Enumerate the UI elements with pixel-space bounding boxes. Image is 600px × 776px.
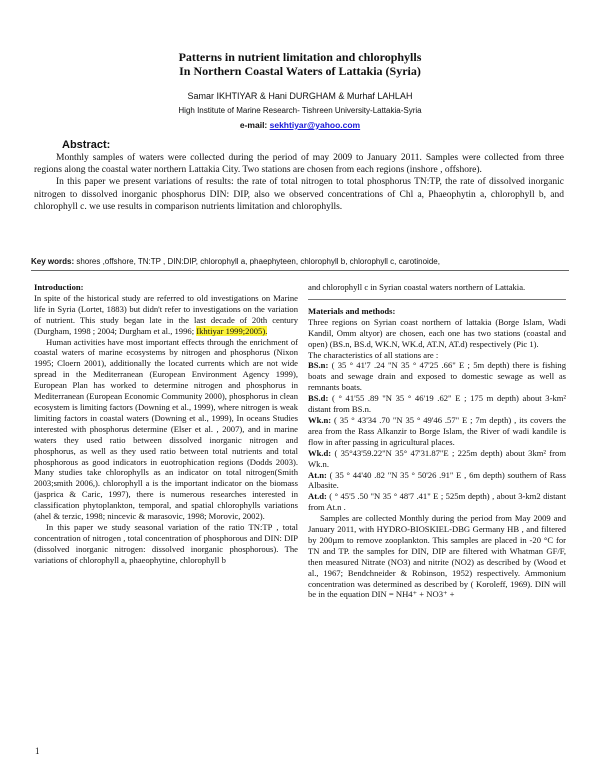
intro-p1-text: In spite of the historical study are referred to old investigations on Marine life in Syria (Lortet, 1883) but didn't refer to investigations on the variation of nutrient. This study began late in the last decade of 20th century (Durgham, 1998 ; 2004; Durgham et al., 1996;: [34, 292, 298, 336]
station-atn: [308, 470, 566, 492]
email-line: [0, 120, 600, 130]
title-line-1: Patterns in nutrient limitation and chlorophylls: [178, 50, 422, 64]
paper-title: [0, 50, 600, 78]
station-desc: ( ° 41'55 .89 "N 35 ° 46'19 .62" E ; 175 m depth) about 3-km² distant from BS.n.: [308, 393, 566, 415]
keywords: [31, 257, 571, 266]
intro-paragraph-3: In this paper we study seasonal variation of the ratio TN:TP , total concentration of nitrogen , total concentration of phosphorous and DIN: DIP (dissolved inorganic nitrogen: dissolved inorganic phosphorous). The variations of chlorophyll a, phaeophytine, chlorophyll b: [34, 521, 298, 565]
station-wkd: [308, 448, 566, 470]
station-desc: ( 35 ° 44'40 .82 "N 35 ° 50'26 .91" E , 6m depth) southern of Rass Albasite.: [308, 469, 566, 491]
introduction-heading: Introduction:: [34, 282, 84, 292]
methods-paragraph-1: Three regions on Syrian coast northern of lattakia (Borge Islam, Wadi Kandil, Omm altyor) are chosen, each one has two stations (coastal and open) (BS.n, BS.d, WK.N, WK.d, AT.N, AT.d) respectively (Pic 1).: [308, 316, 566, 349]
authors: Samar IKHTIYAR & Hani DURGHAM & Murhaf LAHLAH: [187, 91, 413, 101]
intro-paragraph-2: Human activities have most important effects through the enrichment of coastal waters of marine ecosystems by nitrogen and phosphorus (Nixon 1995; Cloern 2001), additionally the located currents which are not wide spread in the Mediterranean (European Environment Agency 1999), European Plan has worked to determine nitrogen and phosphorus in Mediterranean (European Economic Community 2000), phosphorus in clean ecosystem is limiting factors (Downing et al., 1999), where nitrogen is weak limiting factors in coastal waters (Downing et al., 1999), In oceans Studies interested with phosphorus determine (Elser et al. , 2007), and in marine waters they used ratio between dissolved inorganic nitrogen and phosphorus, as well as they used ratio between total nutrients and total phosphorous as good indicators in euotrophication regions (Dodds 2003). Many studies take chlorophylls as an indicator on total nitrogen(Smith 2003;smith 2006,). chlorophyll a is the important indicator on the biomass (jasprica & Caric, 1997), there is numerous researches interested in classification phytoplankton, temporal, and spatial chlorophylls variations (ahel & terzic, 1998; nincevic & marasovic, 1998; Morovic, 2002).: [34, 336, 298, 522]
station-desc: ( 35 ° 43'34 .70 "N 35 ° 49'46 .57" E ; 7m depth) , its covers the area from the Rass Alkanzir to Borge Islam, the River of wadi kandile is flow in after passing in agricultural places.: [308, 414, 566, 447]
station-desc: ( 35 ° 41'7 .24 "N 35 ° 47'25 .66" E ; 5m depth) there is fishing boats and sewage drain and exposed to domestic sewage as well as remnants boats.: [308, 360, 566, 393]
abstract: [34, 152, 564, 213]
page-number: 1: [35, 746, 40, 756]
keywords-divider: [31, 270, 569, 271]
abstract-heading: Abstract:: [62, 139, 111, 151]
methods-paragraph-3: Samples are collected Monthly during the period from May 2009 and January 2011, with HYDRO-BIOSKIEL-DBG Germany HB , and filtered by 200µm to remove zooplankton. This samples are placed in -20 °C for TN and TP. the samples for DIN, DIP are filtered with Whatman GF/F, then measured Nitrate (NO3) and nitrite (NO2) as described by (Wood et al., 1967; Bendchneider & Robinson, 1952) respectively. Ammonium concentration was determined as described by ( Koroleff, 1969). DIN will be in the equation DIN = NH4⁺ + NO3⁺ +: [308, 513, 566, 600]
abstract-paragraph-2: In this paper we present variations of results: the rate of total nitrogen to total phosphorus TN:TP, the rate of dissolved inorganic nitrogen to dissolved inorganic phosphorus DIN: DIP, also we observed concentrations of Chl a, Phaeophytin a, chlorophyll b, and chlorophyll c. we use results in comparison nutrients limitation and chlorophylls.: [34, 177, 564, 212]
station-wkn: [308, 415, 566, 448]
station-code: Wk.n:: [308, 414, 332, 425]
station-desc: ( ° 45'5 .50 "N 35 ° 48'7 .41" E ; 525m depth) , about 3-km2 distant from At.n .: [308, 491, 566, 513]
email-label: e-mail:: [239, 120, 270, 130]
station-code: BS.n:: [308, 360, 329, 371]
section-divider: [308, 299, 566, 300]
abstract-paragraph-1: Monthly samples of waters were collected during the period of may 2009 to January 2011. Samples were collected from three regions along the coastal water northern Lattakia City. Two stations are chosen from each regions (inshore , offshore).: [34, 153, 564, 176]
station-code: At.d:: [308, 491, 327, 502]
station-bsd: [308, 393, 566, 415]
email-link[interactable]: sekhtiyar@yahoo.com: [269, 120, 361, 130]
highlighted-citation: Ikhtiyar 1999;2005).: [196, 325, 268, 336]
station-desc: ( 35°43'59.22"N 35° 47'31.87"E ; 225m depth) about 3km² from Wk.n.: [308, 447, 566, 469]
station-code: BS.d:: [308, 393, 329, 404]
right-column: [308, 282, 566, 600]
station-atd: [308, 491, 566, 513]
title-line-2: In Northern Coastal Waters of Lattakia (Syria): [179, 64, 421, 78]
station-code: At.n:: [308, 469, 327, 480]
keywords-list: shores ,offshore, TN:TP , DIN:DIP, chlorophyll a, phaephyteen, chlorophyll b, chlorophyll c, carotinoide,: [74, 257, 440, 266]
station-code: Wk.d:: [308, 447, 332, 458]
left-column: [34, 282, 298, 566]
affiliation: High Institute of Marine Research- Tishreen University-Lattakia-Syria: [178, 106, 422, 115]
station-bsn: [308, 360, 566, 393]
right-paragraph-1: and chlorophyll c in Syrian coastal waters northern of Lattakia.: [308, 282, 526, 292]
intro-paragraph-1: [34, 293, 298, 337]
methods-heading: Materials and methods:: [308, 305, 396, 316]
keywords-label: Key words:: [31, 257, 75, 266]
methods-paragraph-2: The characteristics of all stations are :: [308, 349, 439, 360]
